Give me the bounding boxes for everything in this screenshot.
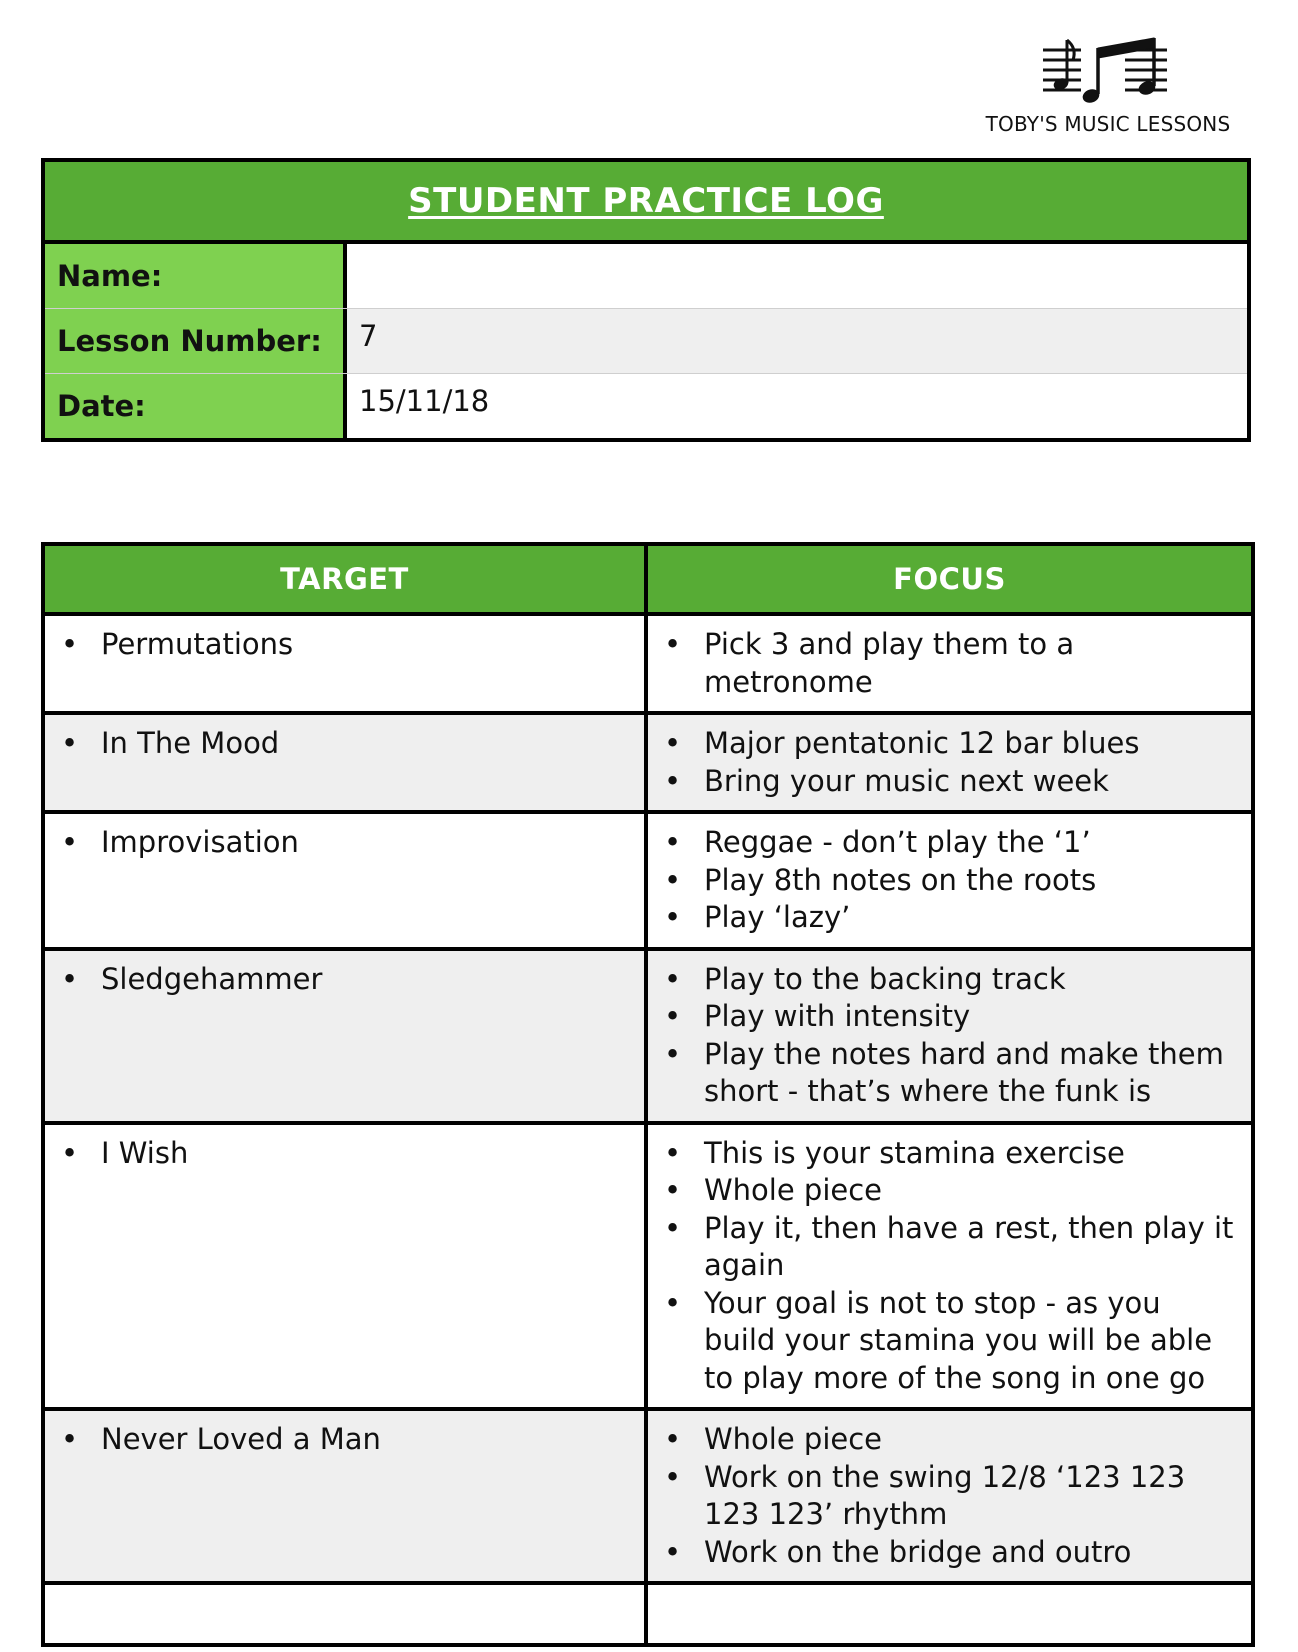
- name-field[interactable]: [347, 244, 1247, 308]
- list-item: • Whole piece: [662, 1421, 1239, 1459]
- focus-cell[interactable]: [646, 812, 1253, 949]
- table-row: [43, 614, 1253, 713]
- table-row: [43, 713, 1253, 812]
- focus-cell[interactable]: [646, 949, 1253, 1123]
- list-item: • This is your stamina exercise: [662, 1135, 1239, 1173]
- list-item: • Sledgehammer: [59, 961, 632, 999]
- list-item: • Whole piece: [662, 1172, 1239, 1210]
- focus-cell-empty[interactable]: [646, 1583, 1253, 1645]
- target-cell[interactable]: [43, 1409, 646, 1583]
- empty-table-row: [43, 1583, 1253, 1645]
- list-item: • Play it, then have a rest, then play it again: [662, 1210, 1239, 1285]
- date-field[interactable]: 15/11/18: [359, 384, 490, 418]
- focus-cell[interactable]: [646, 1123, 1253, 1410]
- name-row: [45, 244, 1247, 308]
- date-row: [45, 373, 1247, 438]
- list-item: • Never Loved a Man: [59, 1421, 632, 1459]
- list-item: • Play ‘lazy’: [662, 899, 1239, 937]
- target-cell-empty[interactable]: [43, 1583, 646, 1645]
- target-column-header: TARGET: [43, 544, 646, 614]
- list-item: • Improvisation: [59, 824, 632, 862]
- practice-log-header: [41, 158, 1251, 442]
- target-cell[interactable]: [43, 614, 646, 713]
- focus-column-header: FOCUS: [646, 544, 1253, 614]
- table-row: [43, 949, 1253, 1123]
- list-item: • In The Mood: [59, 725, 632, 763]
- list-item: • Major pentatonic 12 bar blues: [662, 725, 1239, 763]
- page-title: STUDENT PRACTICE LOG: [408, 181, 884, 221]
- focus-cell[interactable]: [646, 1409, 1253, 1583]
- practice-table: [41, 542, 1255, 1647]
- list-item: • Your goal is not to stop - as you build your stamina you will be able to play more of the song in one go: [662, 1285, 1239, 1398]
- title-bar: [45, 162, 1247, 244]
- brand-logo: [958, 30, 1258, 140]
- list-item: • Pick 3 and play them to a metronome: [662, 626, 1239, 701]
- table-row: [43, 812, 1253, 949]
- target-cell[interactable]: [43, 949, 646, 1123]
- table-row: [43, 1123, 1253, 1410]
- list-item: • Play the notes hard and make them short - that’s where the funk is: [662, 1036, 1239, 1111]
- list-item: • Work on the swing 12/8 ‘123 123 123 123’ rhythm: [662, 1459, 1239, 1534]
- lesson-number-field[interactable]: 7: [347, 309, 1247, 373]
- focus-cell[interactable]: [646, 713, 1253, 812]
- focus-cell[interactable]: [646, 614, 1253, 713]
- target-cell[interactable]: [43, 713, 646, 812]
- list-item: • Play with intensity: [662, 998, 1239, 1036]
- list-item: • Work on the bridge and outro: [662, 1534, 1239, 1572]
- name-label: Name:: [45, 244, 347, 308]
- brand-name: TOBY'S MUSIC LESSONS: [985, 112, 1231, 136]
- list-item: • Play to the backing track: [662, 961, 1239, 999]
- list-item: • I Wish: [59, 1135, 632, 1173]
- music-notes-icon: [1043, 36, 1173, 108]
- lesson-number-label: Lesson Number:: [45, 309, 347, 373]
- table-row: [43, 1409, 1253, 1583]
- list-item: • Permutations: [59, 626, 632, 664]
- date-label: Date:: [45, 374, 347, 438]
- target-cell[interactable]: [43, 812, 646, 949]
- list-item: • Reggae - don’t play the ‘1’: [662, 824, 1239, 862]
- target-cell[interactable]: [43, 1123, 646, 1410]
- table-header-row: [43, 544, 1253, 614]
- list-item: • Bring your music next week: [662, 763, 1239, 801]
- list-item: • Play 8th notes on the roots: [662, 862, 1239, 900]
- lesson-number-row: [45, 308, 1247, 373]
